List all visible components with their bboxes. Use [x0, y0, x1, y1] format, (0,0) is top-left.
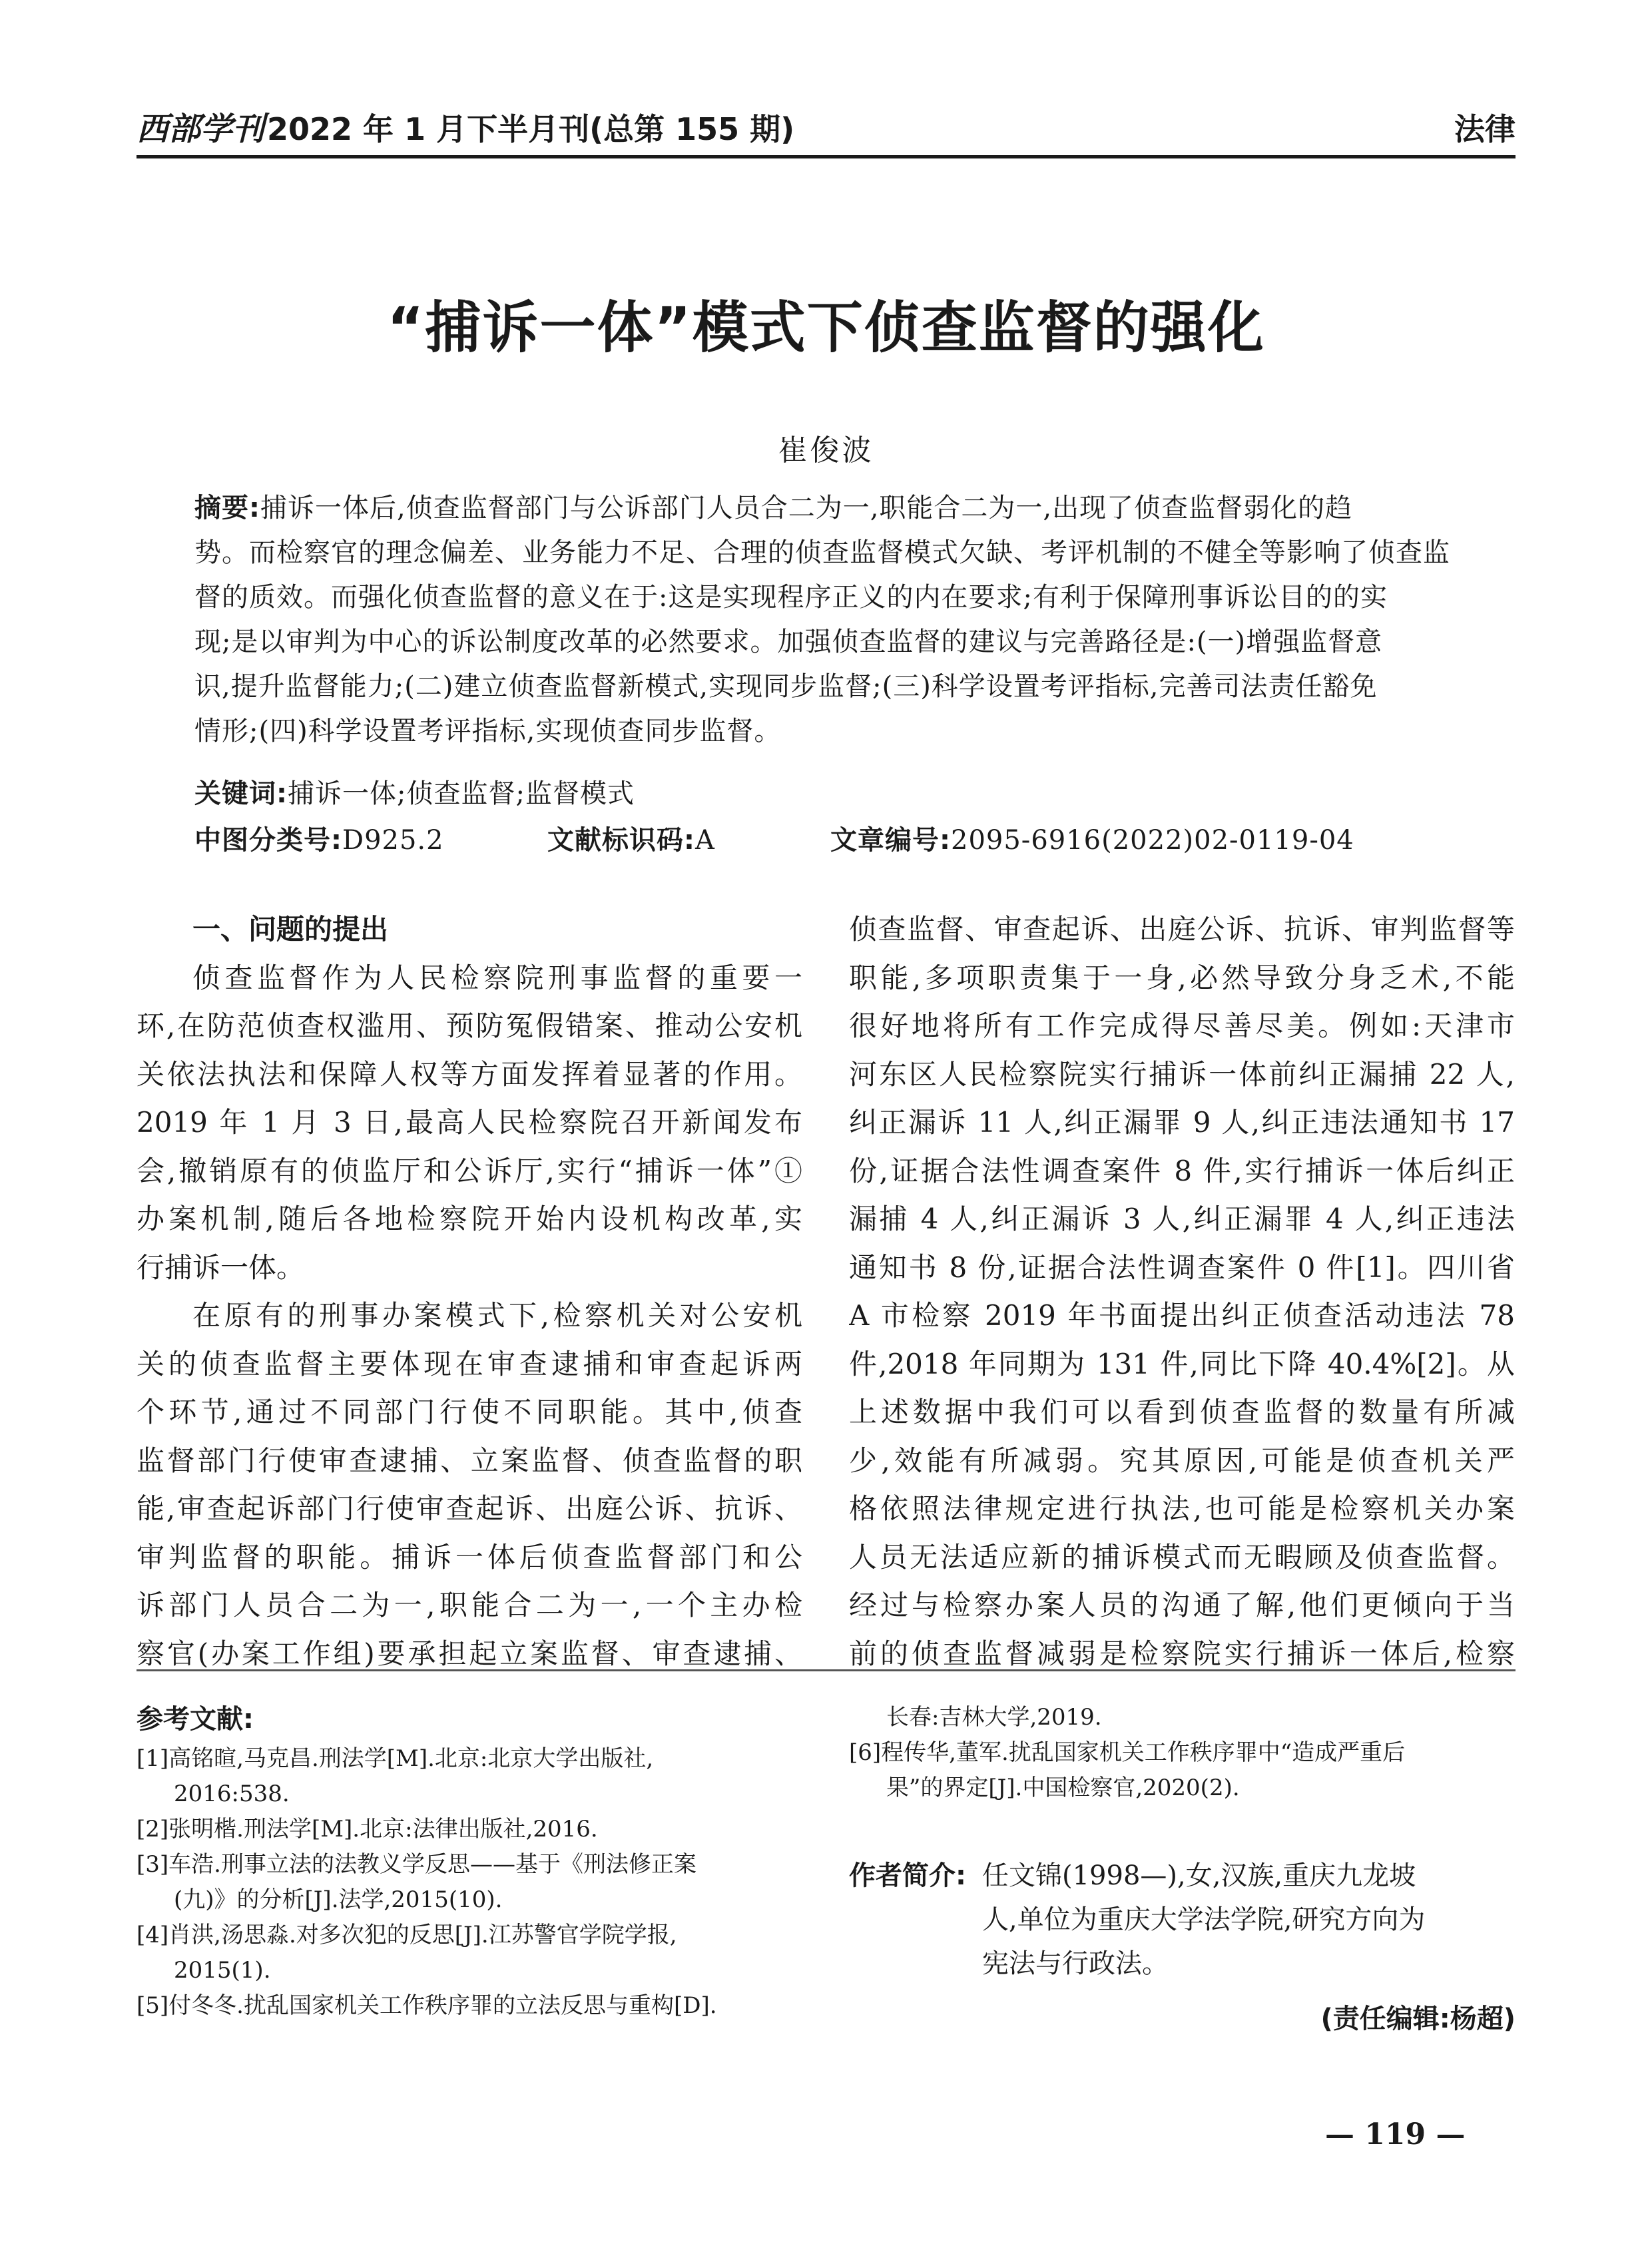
body-line: 监督部门行使审查逮捕、立案监督、侦查监督的职 [137, 1444, 802, 1477]
body-line: 通知书 8 份,证据合法性调查案件 0 件[1]。四川省 [849, 1251, 1515, 1284]
body-line: 格依照法律规定进行执法,也可能是检察机关办案 [849, 1492, 1515, 1525]
body-line: 环,在防范侦查权滥用、预防冤假错案、推动公安机 [137, 1009, 802, 1042]
body-line: 漏捕 4 人,纠正漏诉 3 人,纠正漏罪 4 人,纠正违法 [849, 1203, 1515, 1235]
body-line: 经过与检察办案人员的沟通了解,他们更倾向于当 [849, 1589, 1515, 1621]
body-line: 侦查监督作为人民检察院刑事监督的重要一 [192, 961, 802, 994]
reference-line: [2]张明楷.刑法学[M].北京:法律出版社,2016. [137, 1816, 598, 1842]
section-heading: 一、问题的提出 [192, 913, 389, 946]
abstract-line: 督的质效。而强化侦查监督的意义在于:这是实现程序正义的内在要求;有利于保障刑事诉讼目的的实 [194, 582, 1388, 613]
keywords [194, 772, 1509, 810]
keywords-text: 捕诉一体;侦查监督;监督模式 [288, 778, 635, 809]
article-title: “捕诉一体”模式下侦查监督的强化 [387, 295, 1265, 360]
reference-line: [5]付冬冬.扰乱国家机关工作秩序罪的立法反思与重构[D]. [137, 1992, 717, 2019]
bio-label: 作者简介: [849, 1860, 966, 1891]
body-line: 侦查监督、审查起诉、出庭公诉、抗诉、审判监督等 [849, 913, 1515, 946]
page-number: — 119 — [1325, 2117, 1466, 2151]
body-line: 件,2018 年同期为 131 件,同比下降 40.4%[2]。从 [849, 1347, 1515, 1380]
section-label: 法律 [1454, 111, 1515, 147]
header-rule [137, 155, 1515, 158]
body-line: 行捕诉一体。 [137, 1251, 305, 1284]
body-line: 职能,多项职责集于一身,必然导致分身乏术,不能 [849, 961, 1515, 994]
references-right [849, 1700, 1515, 1806]
body-line: 在原有的刑事办案模式下,检察机关对公安机 [192, 1299, 802, 1332]
body-line: 个环节,通过不同部门行使不同职能。其中,侦查 [137, 1396, 802, 1428]
journal-logo: 西部学刊 [137, 111, 265, 148]
body-line: 纠正漏诉 11 人,纠正漏罪 9 人,纠正违法通知书 17 [849, 1106, 1515, 1139]
reference-line: 果”的界定[J].中国检察官,2020(2). [886, 1775, 1240, 1801]
abstract-line: 势。而检察官的理念偏差、业务能力不足、合理的侦查监督模式欠缺、考评机制的不健全等影响了侦查监 [194, 537, 1450, 568]
reference-line: [6]程传华,董军.扰乱国家机关工作秩序罪中“造成严重后 [849, 1739, 1406, 1766]
abstract-line: 情形;(四)科学设置考评指标,实现侦查同步监督。 [194, 716, 782, 746]
body-column-left [137, 906, 802, 1678]
running-header [137, 105, 1515, 158]
responsible-editor: (责任编辑:杨超) [1320, 2004, 1515, 2034]
body-column-right [849, 906, 1515, 1678]
body-line: 能,审查起诉部门行使审查起诉、出庭公诉、抗诉、 [137, 1492, 802, 1525]
reference-line: [4]肖洪,汤思淼.对多次犯的反思[J].江苏警官学院学报, [137, 1922, 677, 1948]
body-line: 察官(办案工作组)要承担起立案监督、审查逮捕、 [137, 1637, 802, 1670]
body-line: 办案机制,随后各地检察院开始内设机构改革,实 [137, 1203, 802, 1235]
footer-divider [137, 1669, 1515, 1671]
body-line: 少,效能有所减弱。究其原因,可能是侦查机关严 [849, 1444, 1515, 1477]
reference-line: 2016:538. [174, 1781, 290, 1807]
doc-code: 文献标识码:A [547, 825, 715, 856]
article-author: 崔俊波 [778, 433, 874, 467]
reference-line: 长春:吉林大学,2019. [886, 1704, 1102, 1731]
body-line: 2019 年 1 月 3 日,最高人民检察院召开新闻发布 [137, 1106, 802, 1139]
body-line: 关的侦查监督主要体现在审查逮捕和审查起诉两 [137, 1347, 802, 1380]
abstract-line: 现;是以审判为中心的诉讼制度改革的必然要求。加强侦查监督的建议与完善路径是:(一)增强监督意 [194, 627, 1383, 657]
reference-line: (九)》的分析[J].法学,2015(10). [174, 1886, 503, 1913]
author-bio [849, 1854, 1515, 1986]
body-line: 份,证据合法性调查案件 8 件,实行捕诉一体后纠正 [849, 1154, 1515, 1187]
reference-line: [3]车浩.刑事立法的法教义学反思——基于《刑法修正案 [137, 1851, 696, 1878]
body-line: 诉部门人员合二为一,职能合二为一,一个主办检 [137, 1589, 802, 1621]
body-line: 会,撤销原有的侦监厅和公诉厅,实行“捕诉一体”① [137, 1154, 802, 1187]
references-title: 参考文献: [137, 1704, 254, 1735]
reference-line: 2015(1). [174, 1957, 271, 1984]
bio-line: 宪法与行政法。 [982, 1948, 1169, 1979]
journal-issue [137, 103, 794, 149]
abstract-line: 摘要:捕诉一体后,侦查监督部门与公诉部门人员合二为一,职能合二为一,出现了侦查监督弱化的趋 [194, 493, 1353, 523]
abstract-line: 识,提升监督能力;(二)建立侦查监督新模式,实现同步监督;(三)科学设置考评指标,完善司法责任豁免 [194, 671, 1378, 702]
bio-line: 任文锦(1998—),女,汉族,重庆九龙坡 [982, 1860, 1416, 1891]
abstract [194, 486, 1509, 754]
body-line: 人员无法适应新的捕诉模式而无暇顾及侦查监督。 [849, 1540, 1515, 1573]
abstract-label: 摘要: [194, 493, 260, 523]
references-left [137, 1741, 802, 2024]
bio-line: 人,单位为重庆大学法学院,研究方向为 [982, 1904, 1426, 1935]
body-line: 很好地将所有工作完成得尽善尽美。例如:天津市 [849, 1009, 1515, 1042]
body-line: 审判监督的职能。捕诉一体后侦查监督部门和公 [137, 1540, 802, 1573]
keywords-label: 关键词: [194, 778, 288, 809]
body-line: 河东区人民检察院实行捕诉一体前纠正漏捕 22 人, [849, 1057, 1515, 1091]
body-line: A 市检察 2019 年书面提出纠正侦查活动违法 78 [849, 1299, 1515, 1332]
clc-number: 中图分类号:D925.2 [194, 825, 444, 856]
reference-line: [1]高铭暄,马克昌.刑法学[M].北京:北京大学出版社, [137, 1745, 654, 1772]
body-line: 关依法执法和保障人权等方面发挥着显著的作用。 [137, 1057, 802, 1091]
issue-info: 2022 年 1 月下半月刊(总第 155 期) [267, 111, 795, 147]
body-line: 前的侦查监督减弱是检察院实行捕诉一体后,检察 [849, 1637, 1515, 1670]
article-number: 文章编号:2095-6916(2022)02-0119-04 [830, 825, 1354, 856]
body-line: 上述数据中我们可以看到侦查监督的数量有所减 [849, 1396, 1515, 1428]
